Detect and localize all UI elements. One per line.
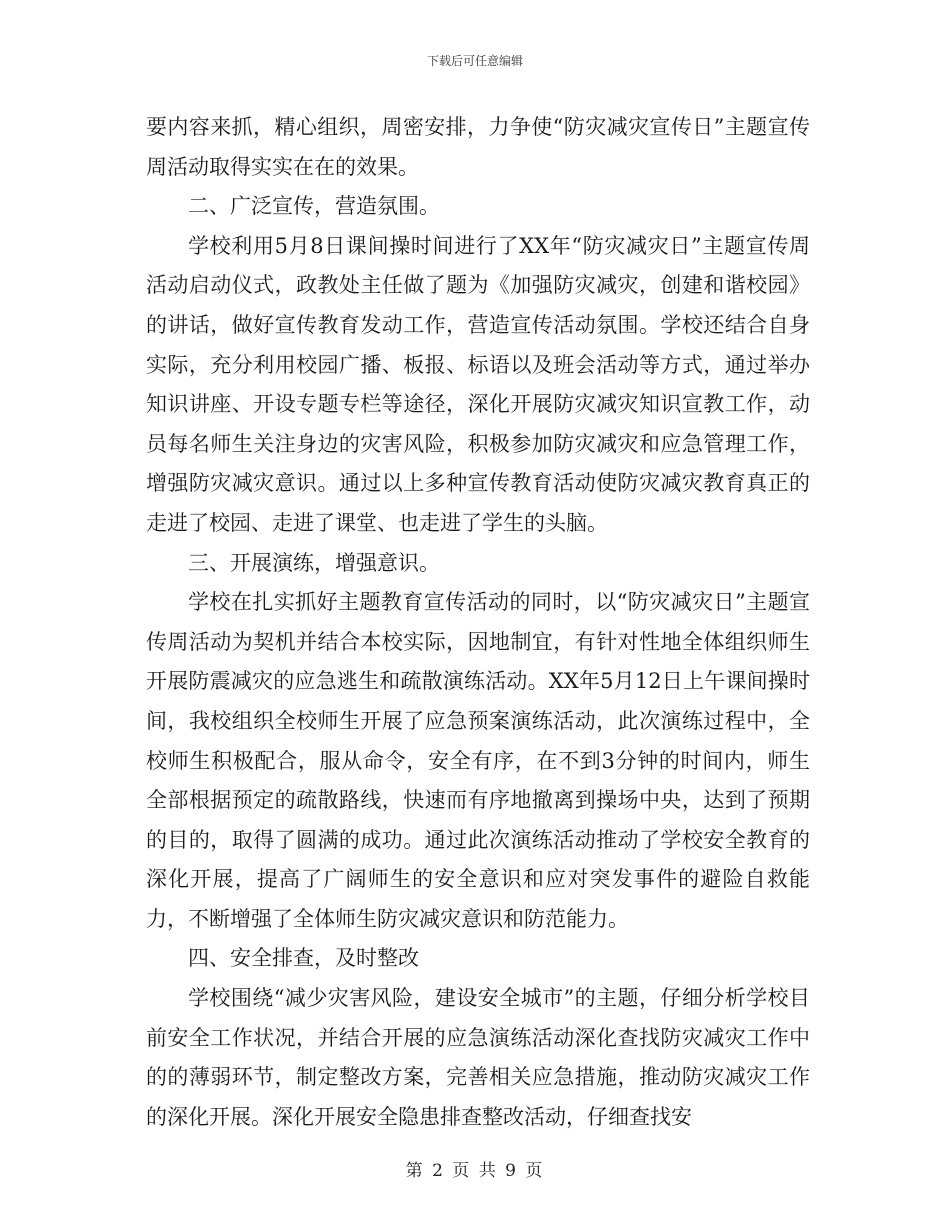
page-number-footer: 第 2 页 共 9 页: [405, 1161, 545, 1181]
section-heading-4: 四、安全排查，及时整改: [188, 946, 419, 971]
paragraph-continuation: 要内容来抓，精心组织，周密安排，力争使“防灾减灾宣传日”主题宣传周活动取得实实在在的效果。: [146, 115, 810, 179]
paragraph-section-2: 学校利用5月8日课间操时间进行了XX年“防灾减灾日”主题宣传周活动启动仪式，政教处主任做了题为《加强防灾减灾，创建和谐校园》的讲话，做好宣传教育发动工作，营造宣传活动氛围。学校还结合自身实际，充分利用校园广播、板报、标语以及班会活动等方式，通过举办知识讲座、开设专题专栏等途径，深化开展防灾减灾知识宣教工作，动员每名师生关注身边的灾害风险，积极参加防灾减灾和应急管理工作，增强防灾减灾意识。通过以上多种宣传教育活动使防灾减灾教育真正的走进了校园、走进了课堂、也走进了学生的头脑。: [146, 233, 810, 535]
page-header: 下载后可任意编辑: [426, 54, 523, 68]
section-heading-3: 三、开展演练，增强意识。: [188, 550, 440, 575]
document-body: [146, 108, 810, 1137]
section-heading-2: 二、广泛宣传，营造氛围。: [188, 194, 440, 219]
paragraph-section-4: 学校围绕“减少灾害风险，建设安全城市”的主题，仔细分析学校目前安全工作状况，并结合开展的应急演练活动深化查找防灾减灾工作中的的薄弱环节，制定整改方案，完善相关应急措施，推动防灾减灾工作的深化开展。深化开展安全隐患排查整改活动，仔细查找安: [146, 986, 810, 1129]
paragraph-section-3: 学校在扎实抓好主题教育宣传活动的同时，以“防灾减灾日”主题宣传周活动为契机并结合本校实际，因地制宜，有针对性地全体组织师生开展防震减灾的应急逃生和疏散演练活动。XX年5月12日上午课间操时间，我校组织全校师生开展了应急预案演练活动，此次演练过程中，全校师生积极配合，服从命令，安全有序，在不到3分钟的时间内，师生全部根据预定的疏散路线，快速而有序地撤离到操场中央，达到了预期的目的，取得了圆满的成功。通过此次演练活动推动了学校安全教育的深化开展，提高了广阔师生的安全意识和应对突发事件的避险自救能力，不断增强了全体师生防灾减灾意识和防范能力。: [146, 590, 810, 931]
